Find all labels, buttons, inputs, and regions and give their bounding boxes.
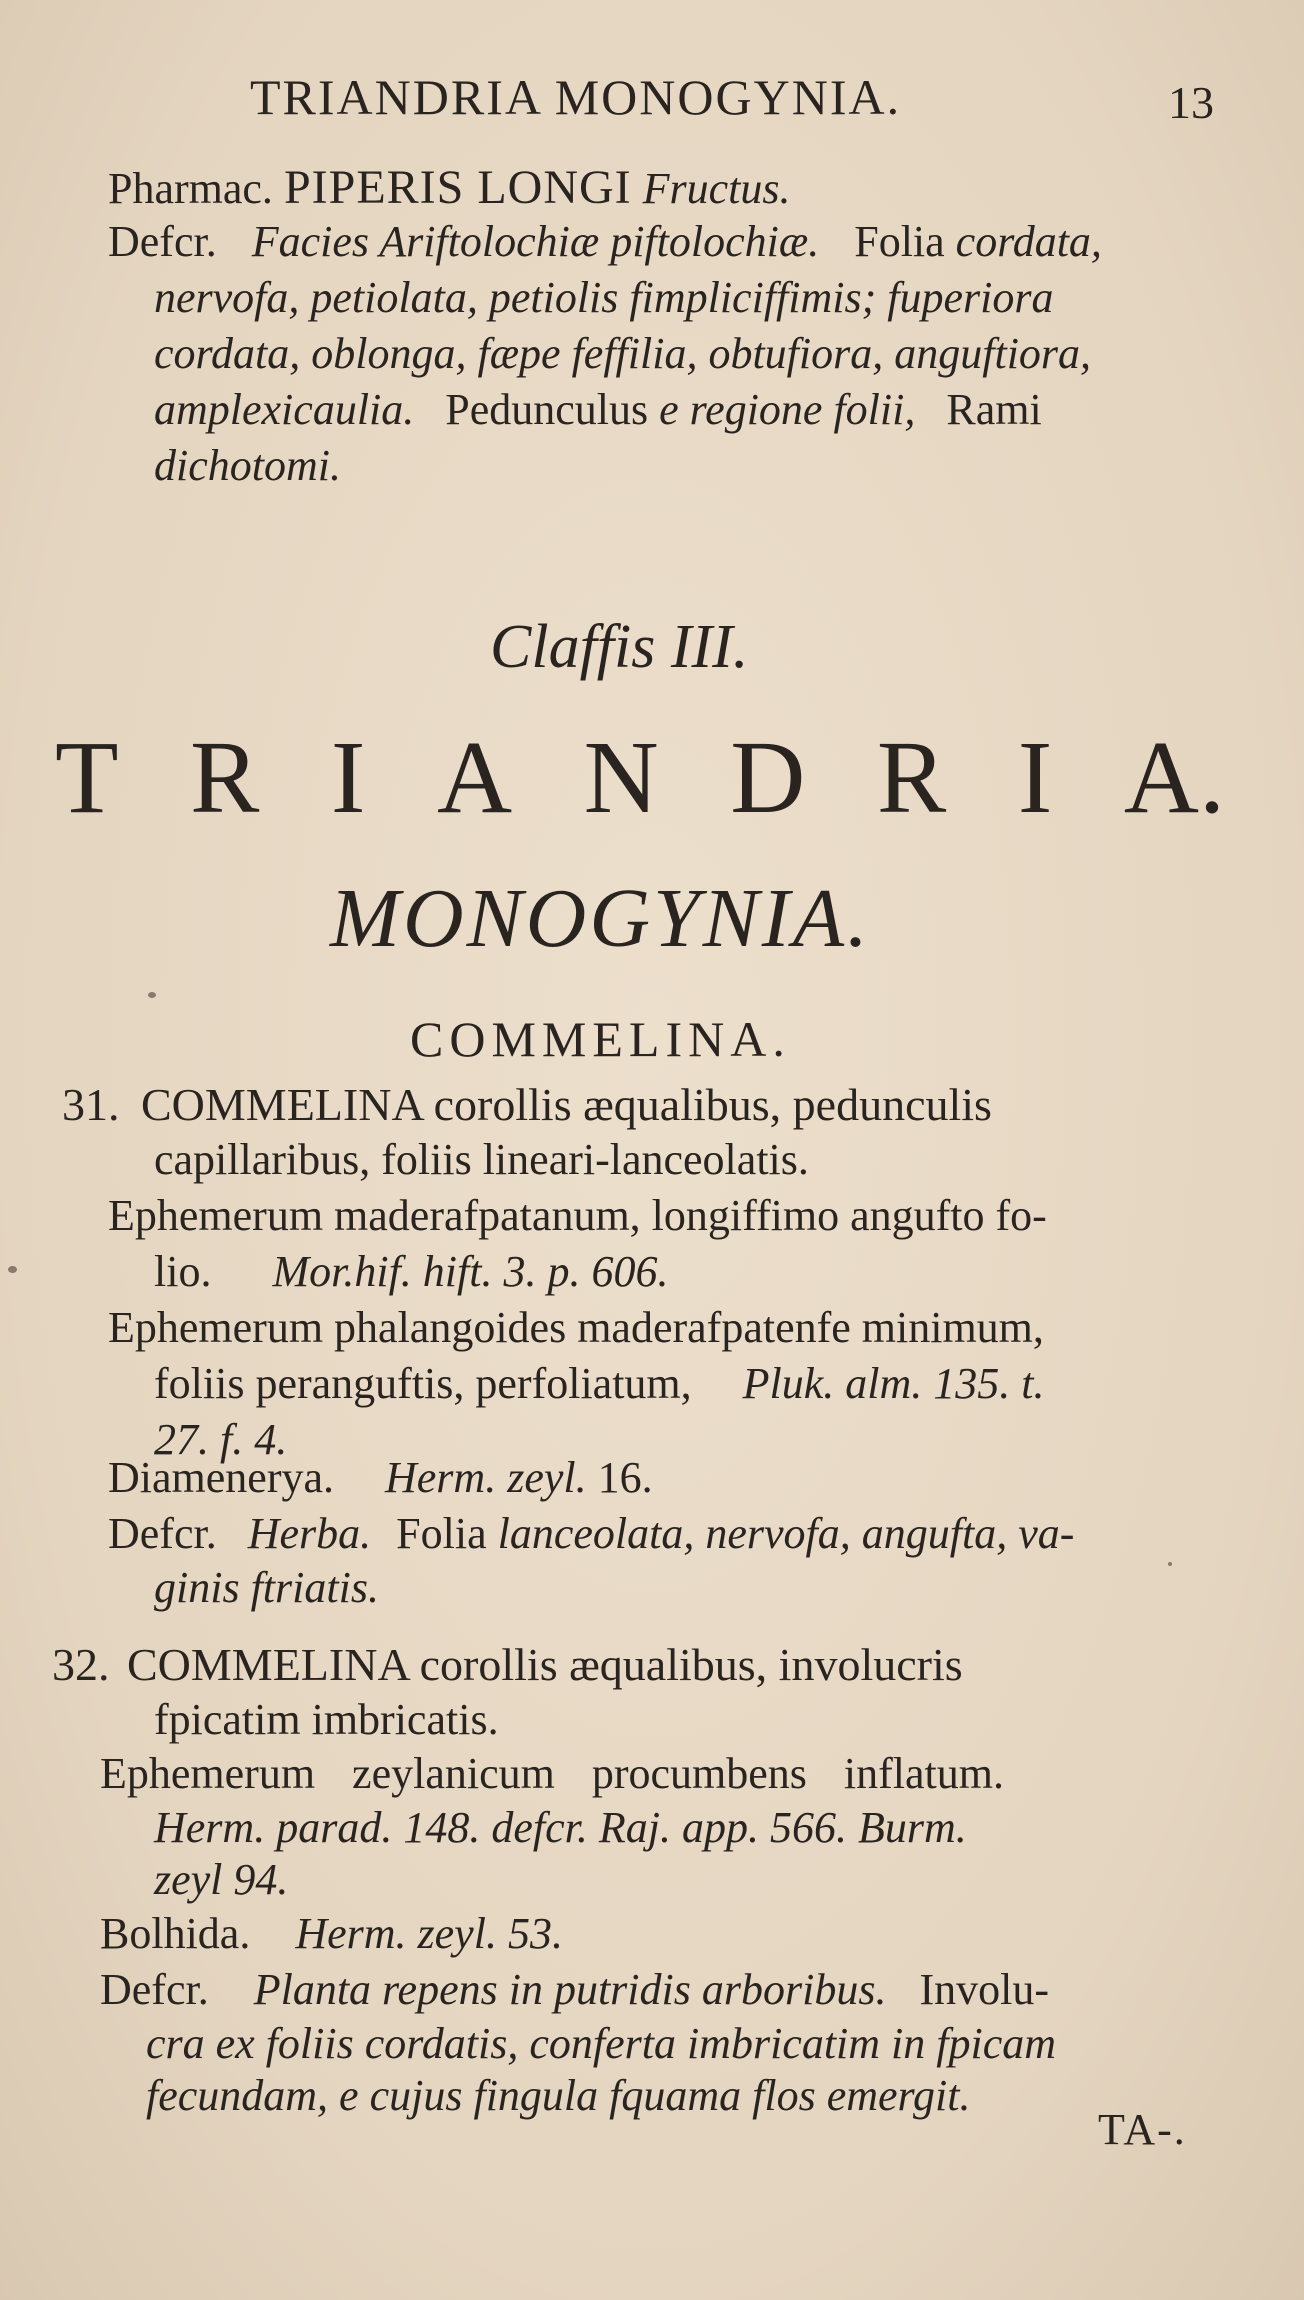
pharmac-part: Fructus. — [642, 164, 791, 213]
class-heading: Claffis III. — [490, 613, 749, 681]
descr-line-3: cordata, oblonga, fæpe feffilia, obtufiora, anguftiora, — [154, 329, 1092, 378]
class-letter: N — [583, 720, 659, 835]
class-letter: I — [1017, 720, 1053, 835]
entry-31-line-10: ginis ftriatis. — [154, 1563, 379, 1612]
descr-label: Defcr. — [108, 217, 217, 266]
class-letter: R — [876, 720, 947, 835]
entry-31-line-4 — [154, 1246, 668, 1297]
entry-32-line-3: Ephemerum zeylanicum procumbens inflatum. — [100, 1749, 1004, 1798]
catchword: TA-. — [1098, 2105, 1187, 2154]
entry-text: Planta repens in putridis arboribus. — [253, 1965, 887, 2014]
paper-speck — [8, 1266, 17, 1273]
descr-text: Pedunculus — [445, 385, 649, 434]
entry-32-line-7 — [100, 1964, 1049, 2015]
entry-32-line-8 — [146, 2018, 1056, 2069]
descr-text: Rami — [946, 385, 1042, 434]
entry-31-line-8 — [108, 1452, 653, 1503]
class-name — [55, 718, 1225, 837]
descr-text: Facies Ariftolochiæ piftolochiæ. — [251, 217, 820, 266]
entry-text: Involu- — [919, 1965, 1049, 2014]
entry-text: Bolhida. — [100, 1909, 251, 1958]
entry-text: foliis peranguftis, perfoliatum, — [154, 1359, 692, 1408]
entry-32-line-9: fecundam, e cujus fingula fquama flos emergit. — [146, 2071, 971, 2120]
class-letter: I — [330, 720, 366, 835]
running-head: TRIANDRIA MONOGYNIA. — [250, 69, 902, 125]
entry-31-line-5: Ephemerum phalangoides maderafpatenfe minimum, — [108, 1303, 1044, 1352]
order-heading: MONOGYNIA. — [330, 872, 872, 965]
paper-speck — [148, 992, 156, 998]
descr-line-2: nervofa, petiolata, petiolis fimpliciffimis; fuperiora — [154, 273, 1054, 322]
paper-speck — [1168, 1562, 1172, 1566]
entry-citation: Herm. zeyl. 53. — [295, 1909, 563, 1958]
entry-text: COMMELINA corollis æqualibus, pedunculis — [141, 1079, 992, 1130]
class-letter: T — [55, 720, 119, 835]
entry-31-line-6 — [154, 1358, 1045, 1409]
entry-text: cra ex foliis cordatis, conferta imbricatim in fpicam — [146, 2019, 1057, 2068]
class-letter: A. — [1123, 720, 1225, 835]
descr-text: cordata, — [955, 217, 1102, 266]
entry-32-line-1 — [52, 1638, 963, 1691]
entry-citation: Mor.hif. hift. 3. p. 606. — [272, 1247, 669, 1296]
entry-text: Defcr. — [108, 1509, 217, 1558]
entry-31-line-2: capillaribus, foliis lineari-lanceolatis. — [154, 1135, 809, 1184]
entry-text: Diamenerya. — [108, 1453, 334, 1502]
entry-32-line-2: fpicatim imbricatis. — [154, 1695, 499, 1744]
entry-text: Defcr. — [100, 1965, 209, 2014]
entry-text: lanceolata, nervofa, angufta, va- — [497, 1509, 1075, 1558]
entry-text: COMMELINA corollis æqualibus, involucris — [127, 1639, 963, 1690]
descr-text: e regione folii, — [659, 385, 916, 434]
entry-number: 32. — [52, 1639, 110, 1690]
page-number: 13 — [1168, 77, 1214, 128]
entry-text: Herba. — [247, 1509, 372, 1558]
descr-line-5: dichotomi. — [154, 441, 341, 490]
descr-text: amplexicaulia. — [154, 385, 415, 434]
entry-31-line-9 — [108, 1508, 1074, 1559]
entry-31-line-3: Ephemerum maderafpatanum, longiffimo angufto fo- — [108, 1191, 1047, 1240]
entry-number: 31. — [62, 1079, 120, 1130]
pharmac-name: PIPERIS LONGI — [283, 161, 632, 214]
class-letter: A — [437, 720, 513, 835]
entry-citation: Herm. zeyl. — [385, 1453, 587, 1502]
class-letter: D — [730, 720, 806, 835]
entry-citation: Pluk. alm. 135. t. — [742, 1359, 1045, 1408]
pharmac-label: Pharmac. — [108, 164, 273, 213]
entry-text: Folia — [396, 1509, 487, 1558]
descr-line-1 — [108, 216, 1102, 267]
descr-line-4 — [154, 384, 1042, 435]
entry-32-line-6 — [100, 1908, 563, 1959]
entry-32-line-5: zeyl 94. — [154, 1855, 289, 1904]
pharmac-line — [108, 160, 791, 215]
descr-text: Folia — [854, 217, 945, 266]
class-letter: R — [190, 720, 260, 835]
entry-text: lio. — [154, 1247, 212, 1296]
entry-32-line-4: Herm. parad. 148. defcr. Raj. app. 566. Burm. — [154, 1803, 967, 1852]
genus-heading: COMMELINA. — [410, 1011, 791, 1067]
entry-31-line-1 — [62, 1078, 992, 1131]
entry-citation: 16. — [597, 1453, 653, 1502]
entry-31-line-7: 27. f. 4. — [154, 1415, 288, 1464]
